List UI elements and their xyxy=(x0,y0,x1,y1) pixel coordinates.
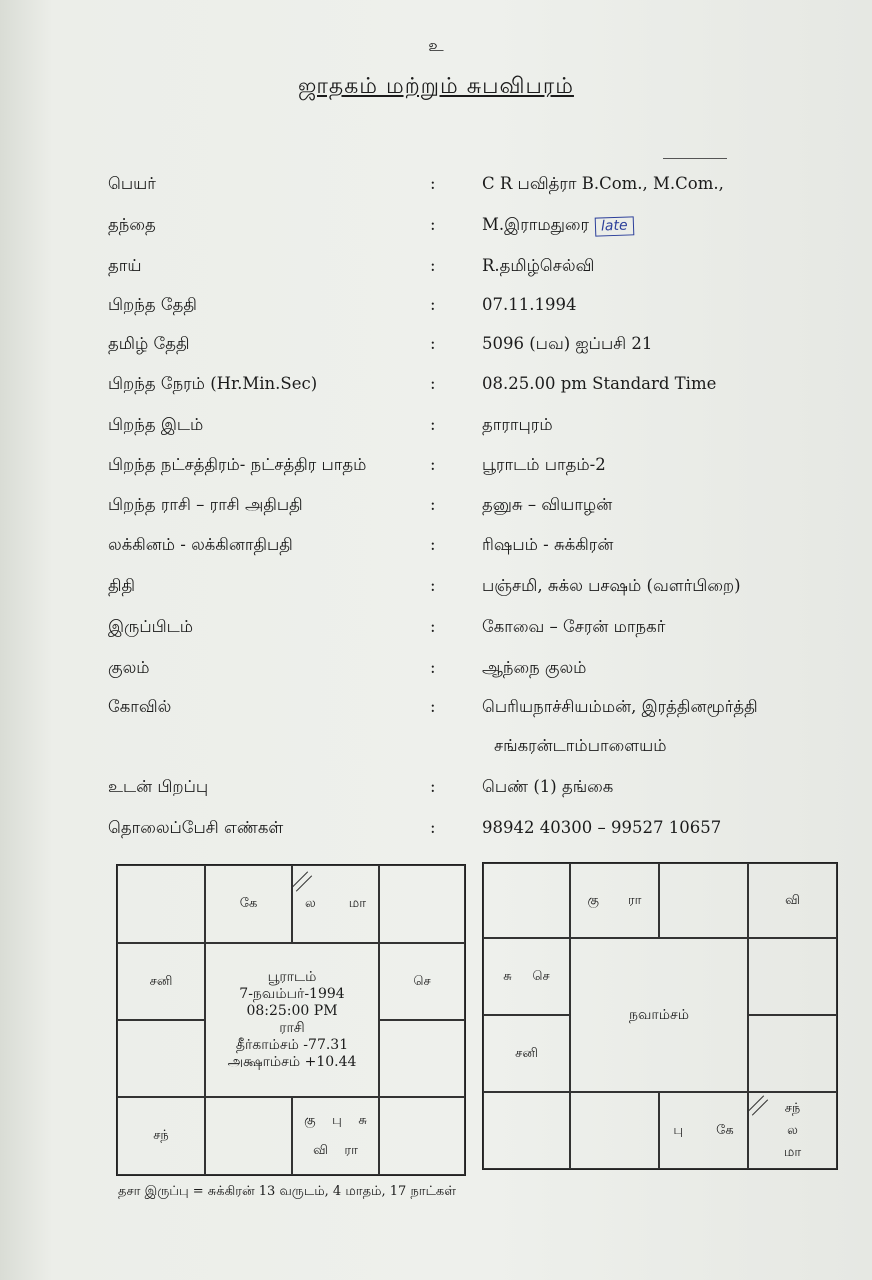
rasi-cell-taurus xyxy=(292,865,379,943)
colon: : xyxy=(430,658,436,677)
navamsa-cell-cancer xyxy=(748,938,837,1015)
detail-value: பஞ்சமி, சுக்ல பசஷம் (வளர்பிறை) xyxy=(482,576,741,595)
navamsa-cell-libra xyxy=(659,1092,748,1169)
detail-row-temple xyxy=(0,697,872,727)
detail-value: 07.11.1994 xyxy=(482,295,577,314)
rasi-cell-libra xyxy=(292,1097,379,1175)
detail-value: பெண் (1) தங்கை xyxy=(482,777,614,796)
detail-label: பெயர் xyxy=(108,174,156,193)
planet-label: வி ரா xyxy=(313,1143,358,1158)
planet-label: ல xyxy=(787,1122,798,1138)
detail-row-rasi xyxy=(0,495,872,525)
detail-value: 5096 (பவ) ஐப்பசி 21 xyxy=(482,334,653,353)
navamsa-cell-gemini xyxy=(748,863,837,938)
detail-row-star xyxy=(0,455,872,485)
chart-name: ராசி xyxy=(279,1020,305,1036)
navamsa-cell-aquarius xyxy=(483,938,570,1015)
navamsa-cell-scorpio xyxy=(570,1092,659,1169)
detail-row-father xyxy=(0,215,872,245)
planet-label: பு கே xyxy=(673,1122,734,1138)
planet-label: சந் xyxy=(153,1128,169,1143)
planet-label: சு செ xyxy=(503,968,550,984)
detail-label: பிறந்த நேரம் (Hr.Min.Sec) xyxy=(108,374,318,393)
detail-label: பிறந்த இடம் xyxy=(108,415,204,434)
colon: : xyxy=(430,818,436,837)
detail-row-residence xyxy=(0,617,872,647)
navamsa-chart xyxy=(482,862,838,1170)
detail-label: பிறந்த ராசி – ராசி அதிபதி xyxy=(108,495,303,514)
navamsa-cell-aries xyxy=(570,863,659,938)
colon: : xyxy=(430,697,436,716)
colon: : xyxy=(430,455,436,474)
colon: : xyxy=(430,535,436,554)
detail-value: R.தமிழ்செல்வி xyxy=(482,256,595,275)
navamsa-cell-leo xyxy=(748,1015,837,1092)
rasi-cell-virgo xyxy=(379,1097,465,1175)
detail-row-birth-place xyxy=(0,415,872,445)
detail-value: ஆந்நை குலம் xyxy=(482,658,587,677)
colon: : xyxy=(430,777,436,796)
navamsa-center-panel xyxy=(570,938,748,1092)
planet-label: சனி xyxy=(149,973,173,989)
planet-label: வி xyxy=(785,892,800,908)
detail-row-mother xyxy=(0,256,872,286)
pillaiyar-suzhi-mark: உ xyxy=(428,36,444,56)
colon: : xyxy=(430,576,436,595)
birth-date: 7-நவம்பர்-1994 xyxy=(239,986,345,1002)
handwritten-late-note: late xyxy=(595,216,634,236)
rasi-cell-capricorn xyxy=(117,1020,205,1097)
detail-label: பிறந்த தேதி xyxy=(108,295,197,314)
detail-label: குலம் xyxy=(108,658,150,677)
detail-row-phone xyxy=(0,818,872,848)
detail-row-siblings xyxy=(0,777,872,807)
detail-value: பெரியநாச்சியம்மன், இரத்தினமூர்த்தி xyxy=(482,697,758,716)
colon: : xyxy=(430,334,436,353)
birth-time: 08:25:00 PM xyxy=(246,1003,338,1019)
rasi-cell-gemini xyxy=(379,865,465,943)
father-name: M.இராமதுரை xyxy=(482,215,590,234)
detail-label: தொலைப்பேசி எண்கள் xyxy=(108,818,284,837)
colon: : xyxy=(430,617,436,636)
rasi-cell-leo xyxy=(379,1020,465,1097)
planet-label: செ xyxy=(413,973,431,989)
planet-label: ல மா xyxy=(304,896,367,911)
detail-value: கோவை – சேரன் மாநகர் xyxy=(482,617,666,636)
detail-value xyxy=(482,215,634,237)
planet-label: மா xyxy=(783,1144,802,1160)
detail-value: பூராடம் பாதம்-2 xyxy=(482,455,606,474)
colon: : xyxy=(430,374,436,393)
rasi-center-panel xyxy=(205,943,379,1097)
rasi-cell-aquarius xyxy=(117,943,205,1020)
detail-label: உடன் பிறப்பு xyxy=(108,777,209,796)
detail-row-tamil-date xyxy=(0,334,872,364)
longitude: தீர்காம்சம் -77.31 xyxy=(235,1037,349,1053)
detail-row-kulam xyxy=(0,658,872,688)
birth-star: பூராடம் xyxy=(267,969,317,985)
detail-value: 98942 40300 – 99527 10657 xyxy=(482,818,722,837)
colon: : xyxy=(430,174,436,193)
planet-label: கே xyxy=(239,896,258,911)
chart-name: நவாம்சம் xyxy=(629,1006,689,1023)
planet-label: சனி xyxy=(515,1045,538,1061)
detail-label: திதி xyxy=(108,576,136,595)
detail-value-continued: சங்கரன்டாம்பாளையம் xyxy=(494,736,667,755)
colon: : xyxy=(430,295,436,314)
detail-label: கோவில் xyxy=(108,697,172,716)
navamsa-cell-pisces xyxy=(483,863,570,938)
document-title: ஜாதகம் மற்றும் சுபவிபரம் xyxy=(298,74,574,99)
detail-value: தாராபுரம் xyxy=(482,415,553,434)
colon: : xyxy=(430,256,436,275)
planet-label: கு ரா xyxy=(587,892,642,908)
detail-row-temple-place xyxy=(0,736,872,766)
rasi-chart xyxy=(116,864,466,1176)
colon: : xyxy=(430,415,436,434)
dasa-balance-note: தசா இருப்பு = சுக்கிரன் 13 வருடம், 4 மாதம், 17 நாட்கள் xyxy=(118,1184,456,1199)
detail-label: பிறந்த நட்சத்திரம்- நட்சத்திர பாதம் xyxy=(108,455,367,474)
rasi-cell-aries xyxy=(205,865,292,943)
detail-label: தமிழ் தேதி xyxy=(108,334,190,353)
detail-row-thithi xyxy=(0,576,872,606)
colon: : xyxy=(430,215,436,234)
detail-label: தாய் xyxy=(108,256,142,275)
planet-label: கு பு சு xyxy=(304,1113,367,1128)
detail-label: லக்கினம் - லக்கினாதிபதி xyxy=(108,535,293,554)
detail-row-birth-date xyxy=(0,295,872,325)
rasi-cell-cancer xyxy=(379,943,465,1020)
detail-value: C R பவித்ரா B.Com., M.Com., xyxy=(482,174,724,193)
rasi-cell-scorpio xyxy=(205,1097,292,1175)
detail-row-lagnam xyxy=(0,535,872,565)
latitude: அக்ஷாம்சம் +10.44 xyxy=(227,1054,357,1070)
detail-row-name xyxy=(0,174,872,204)
detail-label: தந்தை xyxy=(108,215,156,234)
rasi-cell-pisces xyxy=(117,865,205,943)
planet-label: சந் xyxy=(784,1100,801,1116)
colon: : xyxy=(430,495,436,514)
detail-label: இருப்பிடம் xyxy=(108,617,194,636)
detail-value: தனுசு – வியாழன் xyxy=(482,495,613,514)
detail-value: ரிஷபம் - சுக்கிரன் xyxy=(482,535,614,554)
detail-value: 08.25.00 pm Standard Time xyxy=(482,374,717,393)
navamsa-cell-sagittarius xyxy=(483,1092,570,1169)
navamsa-cell-capricorn xyxy=(483,1015,570,1092)
signature-line xyxy=(663,158,727,159)
rasi-cell-sagittarius xyxy=(117,1097,205,1175)
navamsa-cell-taurus xyxy=(659,863,748,938)
detail-row-birth-time xyxy=(0,374,872,404)
